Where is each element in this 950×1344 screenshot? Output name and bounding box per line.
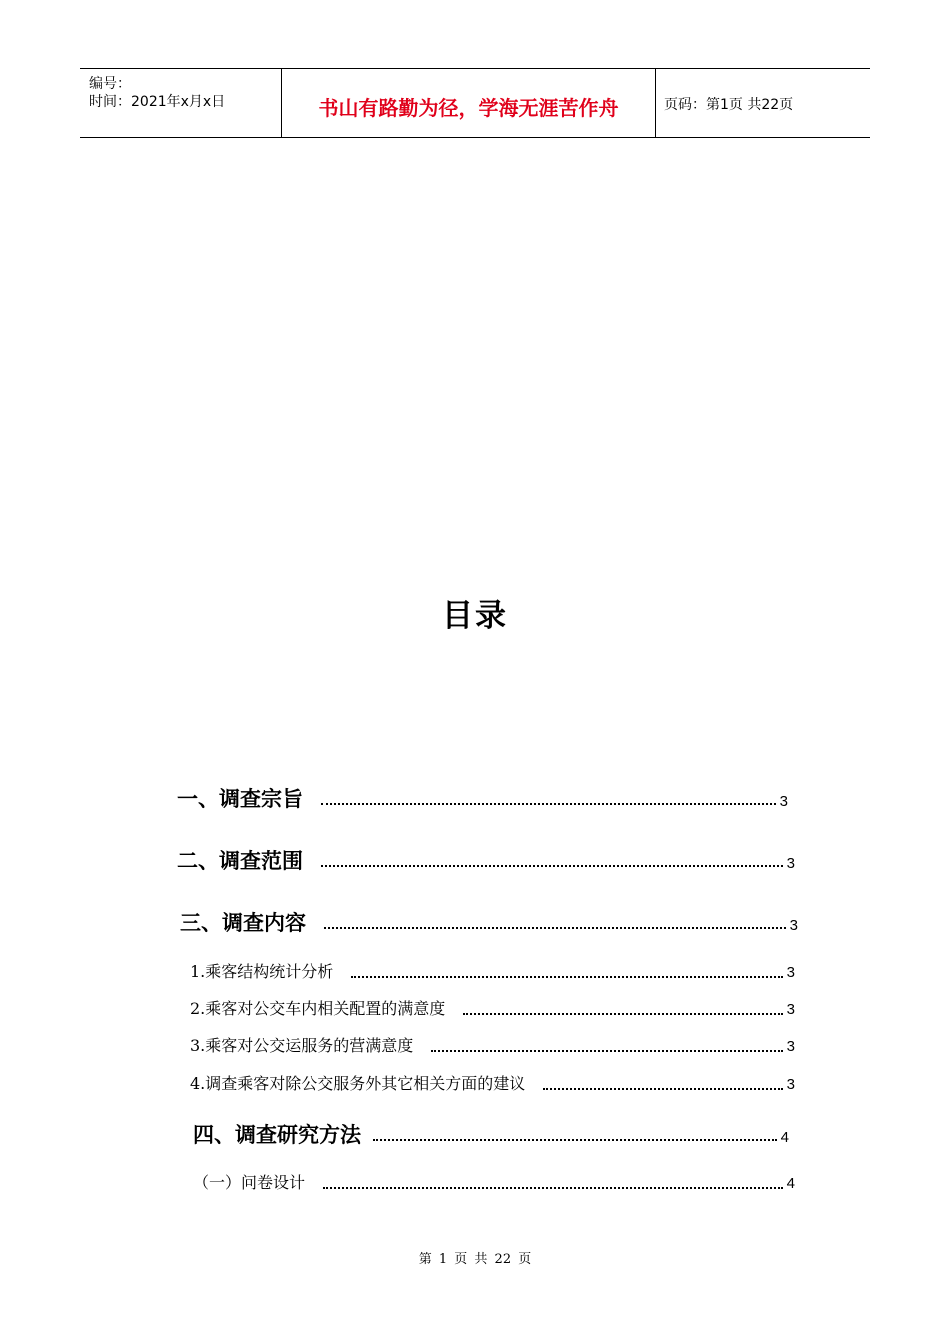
toc-entry-label: 4.调查乘客对除公交服务外其它相关方面的建议 <box>190 1074 526 1093</box>
toc-dot-leader <box>321 865 783 867</box>
header-motto: 书山有路勤为径，学海无涯苦作舟 <box>318 96 619 120</box>
toc-dot-leader <box>543 1088 782 1090</box>
toc-entry-page: 4 <box>780 1129 789 1146</box>
toc-entry-page: 3 <box>779 793 788 810</box>
toc-entry[interactable] <box>190 1033 795 1056</box>
toc-entry[interactable] <box>180 907 798 937</box>
toc-entry-label: 2.乘客对公交车内相关配置的满意度 <box>190 999 446 1018</box>
toc-dot-leader <box>373 1139 777 1141</box>
toc-dot-leader <box>321 803 776 805</box>
toc-entry-label: 3.乘客对公交运服务的营满意度 <box>190 1036 414 1055</box>
toc-entry-page: 3 <box>786 1001 795 1018</box>
toc-entry-label: 一、调查宗旨 <box>177 787 303 811</box>
toc-dot-leader <box>463 1013 782 1015</box>
toc-entry-label: 四、调查研究方法 <box>193 1123 361 1147</box>
document-number-label: 编号： <box>89 76 131 92</box>
toc-entry-page: 3 <box>786 1076 795 1093</box>
toc-entry-label: （一）问卷设计 <box>193 1173 306 1192</box>
toc-entry-page: 3 <box>786 855 795 872</box>
toc-entry-label: 1.乘客结构统计分析 <box>190 962 334 981</box>
toc-entry[interactable] <box>177 783 788 813</box>
toc-entry-page: 4 <box>786 1175 795 1192</box>
toc-entry[interactable] <box>193 1170 795 1193</box>
toc-entry-label: 二、调查范围 <box>177 849 303 873</box>
toc-dot-leader <box>351 976 782 978</box>
toc-entry[interactable] <box>193 1119 789 1149</box>
toc-entry-page: 3 <box>789 917 798 934</box>
toc-title: 目录 <box>442 598 508 634</box>
toc-entry[interactable] <box>190 1071 795 1094</box>
toc-entry[interactable] <box>190 959 795 982</box>
toc-entry-page: 3 <box>786 964 795 981</box>
toc-entry-page: 3 <box>786 1038 795 1055</box>
toc-dot-leader <box>324 927 786 929</box>
toc-dot-leader <box>323 1187 783 1189</box>
page-footer: 第 1 页 共 22 页 <box>418 1252 532 1267</box>
document-time-label: 时间：2021年x月x日 <box>89 94 226 110</box>
header-page-info: 页码：第1页 共22页 <box>664 97 794 113</box>
toc-entry-label: 三、调查内容 <box>180 911 306 935</box>
toc-dot-leader <box>431 1050 782 1052</box>
page-header <box>80 68 870 138</box>
toc-entry[interactable] <box>190 996 795 1019</box>
header-page-cell <box>655 69 870 137</box>
header-meta-cell <box>80 69 280 137</box>
header-motto-cell <box>281 69 656 137</box>
toc-entry[interactable] <box>177 845 795 875</box>
